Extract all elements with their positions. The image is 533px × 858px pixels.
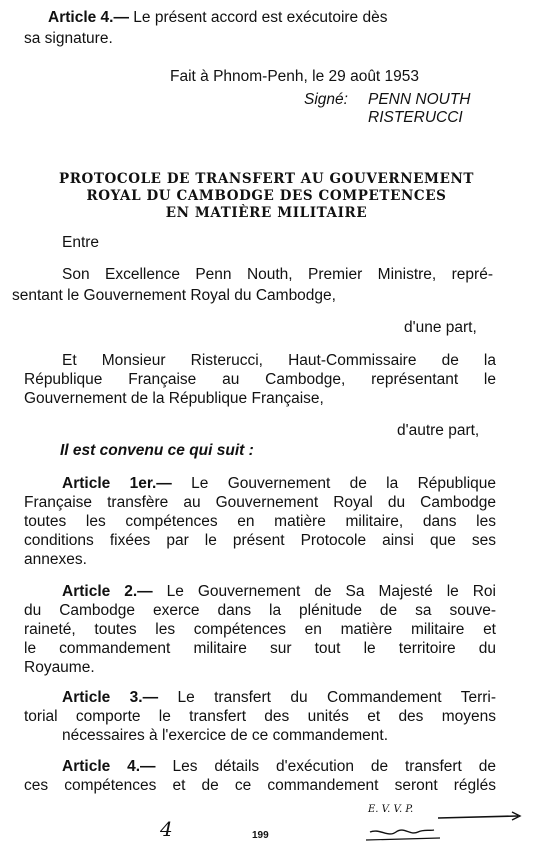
article-4b-text: Les détails d'exécution de transfert de [155,758,496,775]
handwritten-signature [360,808,530,853]
monsieur-line-3: Gouvernement de la République Française, [24,390,324,407]
signe-label: Signé: [304,91,348,108]
article-4b-line-1 [62,757,496,776]
monsieur-line-1: Et Monsieur Risterucci, Haut-Commissaire de la [62,352,496,369]
signatory-2: RISTERUCCI [368,109,463,126]
article-2-line-5: Royaume. [24,659,95,676]
article-2-line-3: raineté, toutes les compétences en matière militaire et [24,621,496,638]
article-4b-line-2: ces compétences et de ce commandement seront réglés [24,777,496,794]
protocol-title-line-3: EN MATIÈRE MILITAIRE [165,205,368,221]
article-3-line-1 [62,688,496,707]
protocol-title-line-2: ROYAL DU CAMBODGE DES COMPETENCES [86,188,447,204]
article-3-line-3: nécessaires à l'exercice de ce commandement. [62,727,389,744]
article-2-line-2: du Cambodge exerce dans la plénitude de sa souve- [24,602,496,619]
article-3-text: Le transfert du Commandement Terri- [158,689,496,706]
article-1-text: Le Gouvernement de la République [171,475,496,492]
article-4-line-1 [48,8,387,27]
dautre-part: d'autre part, [397,422,480,439]
article-4b-label: Article 4.— [62,758,156,775]
article-2-text: Le Gouvernement de Sa Majesté le Roi [152,583,496,600]
dune-part: d'une part, [404,319,477,336]
article-4-text: Le présent accord est exécutoire dès [128,9,388,26]
article-2-line-1 [62,582,496,601]
place-date: Fait à Phnom-Penh, le 29 août 1953 [170,68,420,85]
monsieur-line-2: République Française au Cambodge, représentant le [24,371,496,388]
article-3-label: Article 3.— [62,689,159,706]
son-excellence-line-1: Son Excellence Penn Nouth, Premier Ministre, repré- [62,266,493,283]
article-1-label: Article 1er.— [62,475,172,492]
son-excellence-line-2: sentant le Gouvernement Royal du Cambodge, [12,287,336,304]
article-4-line-2: sa signature. [24,30,113,47]
article-1-line-1 [62,474,496,493]
page-number: 199 [252,830,269,841]
article-3-line-2: torial comporte le transfert des unités et des moyens [24,708,496,725]
convenu-text: Il est convenu ce qui suit : [60,442,254,459]
initials: E. V. V. P. [368,804,414,815]
article-2-label: Article 2.— [62,583,153,600]
article-1-line-2: Française transfère au Gouvernement Royal du Cambodge [24,494,496,511]
article-1-line-3: toutes les compétences en matière militaire, dans les [24,513,496,530]
article-2-line-4: le commandement militaire sur tout le territoire du [24,640,496,657]
article-1-line-4: conditions fixées par le présent Protocole ainsi que ses [24,532,496,549]
article-1-line-5: annexes. [24,551,87,568]
signatory-1: PENN NOUTH [368,91,471,108]
entre: Entre [62,234,100,251]
article-4-label: Article 4.— [48,9,129,26]
convenu [60,441,254,460]
margin-number: 4 [160,817,173,841]
protocol-title-line-1: PROTOCOLE DE TRANSFERT AU GOUVERNEMENT [58,171,475,187]
